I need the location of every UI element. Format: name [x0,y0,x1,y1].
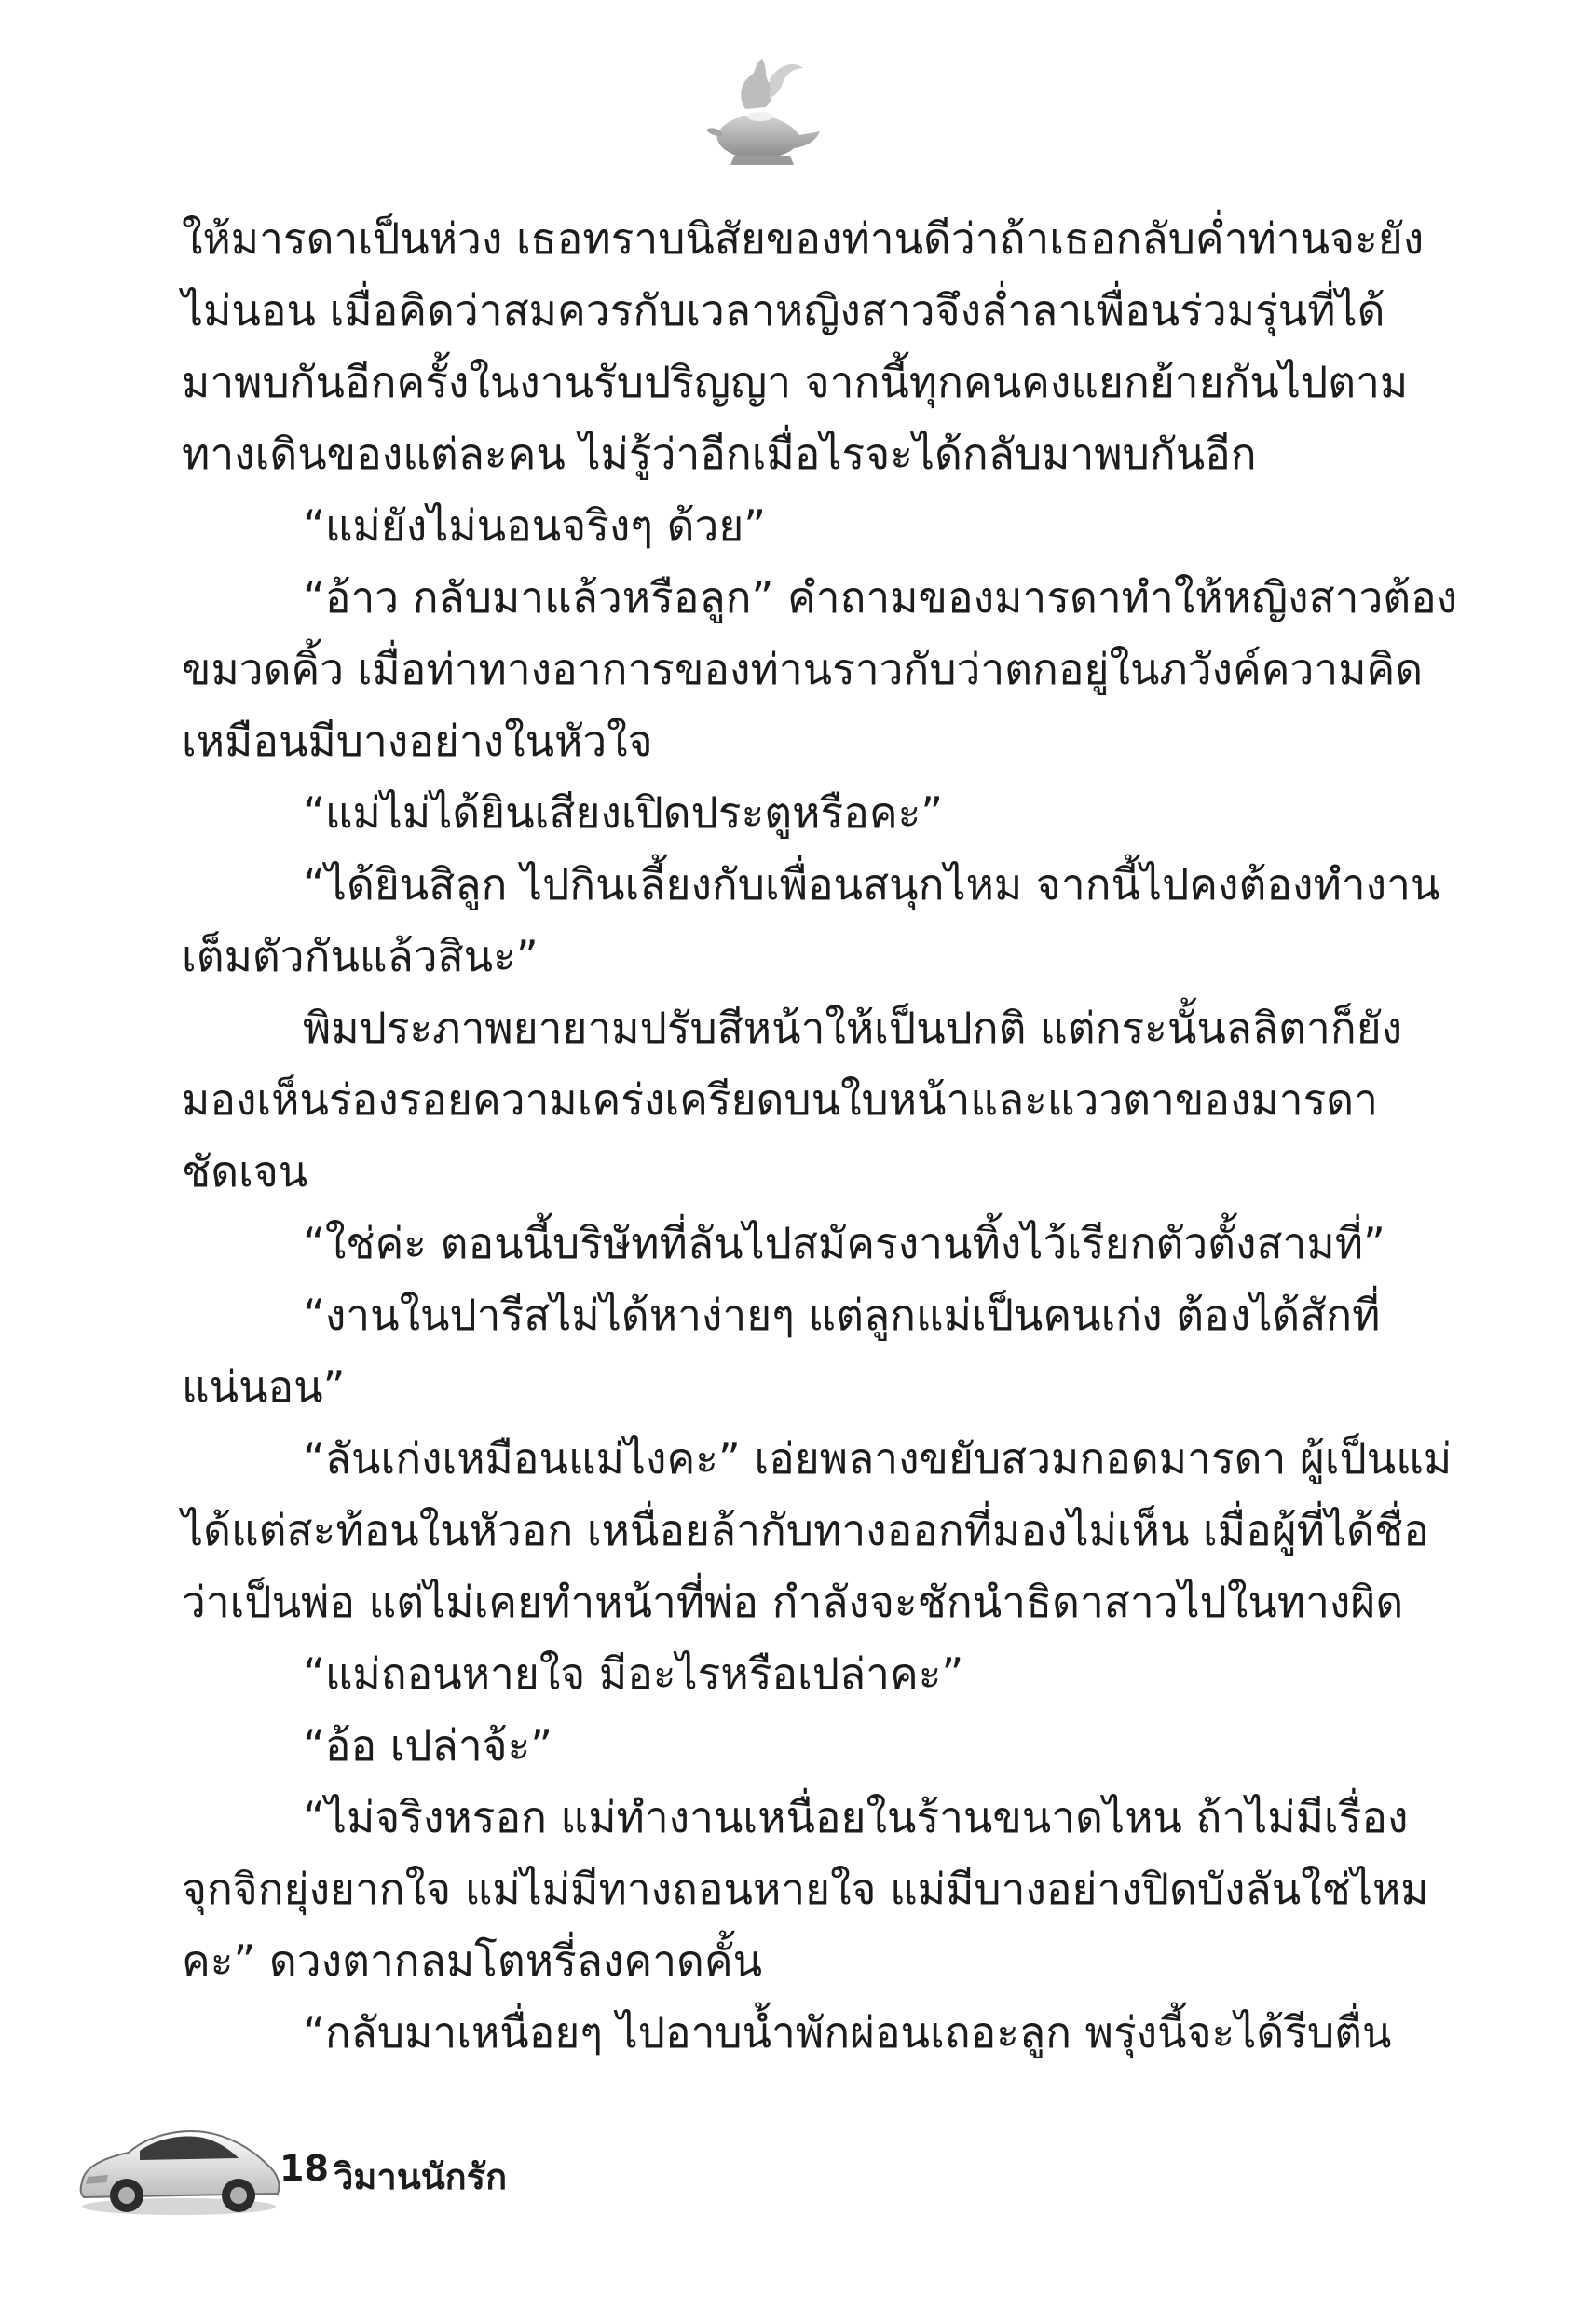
sports-car-icon [75,2108,284,2218]
text-line: “งานในปารีสไม่ได้หาง่ายๆ แต่ลูกแม่เป็นคนเก่ง ต้องได้สักที่ [303,1290,1381,1340]
page-number: 18 [280,2148,329,2189]
paragraph [182,1208,1385,1279]
text-line: ว่าเป็นพ่อ แต่ไม่เคยทำหน้าที่พ่อ กำลังจะชักนำธิดาสาวไปในทางผิด [182,1577,1404,1627]
paragraph [182,777,1332,849]
text-line: “ได้ยินสิลูก ไปกินเลี้ยงกับเพื่อนสนุกไหม จากนี้ไปคงต้องทำงาน [303,859,1440,909]
book-title: วิมานนักรัก [334,2156,508,2197]
text-line: พิมประภาพยายามปรับสีหน้าให้เป็นปกติ แต่กระนั้นลลิตาก็ยัง [303,1003,1403,1053]
paragraph [182,562,1458,777]
text-line: “กลับมาเหนื่อยๆ ไปอาบน้ำพักผ่อนเถอะลูก พรุ่งนี้จะได้รีบตื่น [303,2007,1392,2058]
text-line: “อ้าว กลับมาแล้วหรือลูก” คำถามของมารดาทำให้หญิงสาวต้อง [303,572,1458,622]
genie-lamp-icon [689,51,829,172]
text-line: ชัดเจน [182,1146,308,1197]
paragraph [182,1423,1453,1638]
text-line: มองเห็นร่องรอยความเคร่งเครียดบนใบหน้าและแววตาของมารดา [182,1074,1378,1125]
text-line: “ลันเก่งเหมือนแม่ไงคะ” เอ่ยพลางขยับสวมกอดมารดา ผู้เป็นแม่ [303,1433,1453,1484]
text-line: เต็มตัวกันแล้วสินะ” [182,931,539,981]
text-line: ได้แต่สะท้อนในหัวอก เหนื่อยล้ากับทางออกที่มองไม่เห็น เมื่อผู้ที่ได้ชื่อ [182,1505,1429,1555]
paragraph [182,490,1332,562]
text-line: “แม่ถอนหายใจ มีอะไรหรือเปล่าคะ” [303,1648,964,1699]
text-line: ทางเดินของแต่ละคน ไม่รู้ว่าอีกเมื่อไรจะได้กลับมาพบกันอีก [182,429,1257,479]
text-line: “ใช่ค่ะ ตอนนี้บริษัทที่ลันไปสมัครงานทิ้งไว้เรียกตัวตั้งสามที่” [303,1218,1385,1268]
paragraph [182,1638,1332,1710]
text-line: คะ” ดวงตากลมโตหรี่ลงคาดคั้น [182,1935,763,1986]
text-line: ขมวดคิ้ว เมื่อท่าทางอาการของท่านราวกับว่าตกอยู่ในภวังค์ความคิด [182,644,1424,694]
paragraph [182,992,1403,1208]
body-text [182,203,1458,2069]
paragraph [182,1997,1392,2069]
text-line: “แม่ไม่ได้ยินเสียงเปิดประตูหรือคะ” [303,787,944,838]
text-line: แน่นอน” [182,1361,346,1412]
text-line: จุกจิกยุ่งยากใจ แม่ไม่มีทางถอนหายใจ แม่มีบางอย่างปิดบังลันใช่ไหม [182,1864,1429,1914]
text-line: ไม่นอน เมื่อคิดว่าสมควรกับเวลาหญิงสาวจึงล่ำลาเพื่อนร่วมรุ่นที่ได้ [182,285,1385,335]
text-line: มาพบกันอีกครั้งในงานรับปริญญา จากนี้ทุกคนคงแยกย้ายกันไปตาม [182,357,1409,407]
paragraph [182,1279,1381,1423]
paragraph [182,203,1425,490]
paragraph [182,1710,1332,1782]
paragraph [182,849,1440,992]
paragraph [182,1782,1429,1997]
text-line: เหมือนมีบางอย่างในหัวใจ [182,716,653,766]
text-line: “อ้อ เปล่าจ้ะ” [303,1720,553,1771]
text-line: “แม่ยังไม่นอนจริงๆ ด้วย” [303,500,767,551]
text-line: “ไม่จริงหรอก แม่ทำงานเหนื่อยในร้านขนาดไหน ถ้าไม่มีเรื่อง [303,1792,1409,1842]
text-line: ให้มารดาเป็นห่วง เธอทราบนิสัยของท่านดีว่าถ้าเธอกลับค่ำท่านจะยัง [182,213,1425,264]
